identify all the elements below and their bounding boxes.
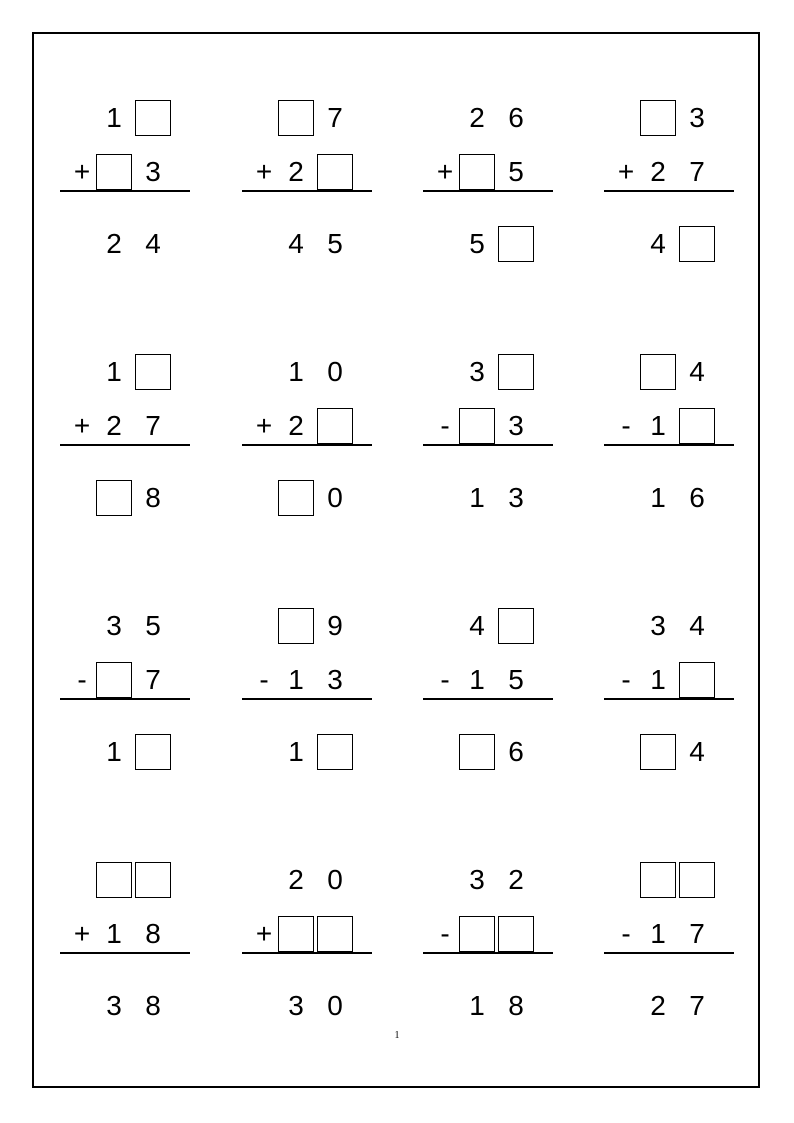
problem-4 xyxy=(604,100,734,270)
operator: - xyxy=(621,918,631,949)
problem-14 xyxy=(242,862,372,1032)
answer-box[interactable] xyxy=(135,862,171,898)
answer-box[interactable] xyxy=(317,734,353,770)
digit: 5 xyxy=(469,228,485,259)
answer-box[interactable] xyxy=(459,734,495,770)
digit: 4 xyxy=(689,736,705,767)
operator: - xyxy=(440,410,450,441)
answer-box[interactable] xyxy=(679,862,715,898)
sum-line xyxy=(423,444,553,446)
digit: 1 xyxy=(106,102,122,133)
operator: - xyxy=(621,410,631,441)
operator: - xyxy=(440,918,450,949)
answer-box[interactable] xyxy=(317,408,353,444)
digit: 4 xyxy=(469,610,485,641)
answer-box[interactable] xyxy=(498,916,534,952)
answer-box[interactable] xyxy=(135,354,171,390)
digit: 1 xyxy=(106,918,122,949)
problem-12 xyxy=(604,608,734,778)
problem-3 xyxy=(423,100,553,270)
operator: + xyxy=(255,410,273,441)
answer-box[interactable] xyxy=(96,154,132,190)
sum-line xyxy=(423,190,553,192)
sum-line xyxy=(242,698,372,700)
digit: 2 xyxy=(288,156,304,187)
sum-line xyxy=(242,190,372,192)
answer-box[interactable] xyxy=(96,862,132,898)
digit: 6 xyxy=(508,736,524,767)
digit: 5 xyxy=(145,610,161,641)
sum-line xyxy=(423,698,553,700)
digit: 2 xyxy=(288,864,304,895)
sum-line xyxy=(242,952,372,954)
answer-box[interactable] xyxy=(459,408,495,444)
answer-box[interactable] xyxy=(640,100,676,136)
digit: 4 xyxy=(650,228,666,259)
answer-box[interactable] xyxy=(679,408,715,444)
sum-line xyxy=(60,190,190,192)
digit: 1 xyxy=(469,482,485,513)
problem-6 xyxy=(242,354,372,524)
digit: 3 xyxy=(327,664,343,695)
sum-line xyxy=(423,952,553,954)
digit: 4 xyxy=(145,228,161,259)
answer-box[interactable] xyxy=(278,608,314,644)
digit: 4 xyxy=(689,356,705,387)
sum-line xyxy=(60,444,190,446)
digit: 7 xyxy=(145,664,161,695)
sum-line xyxy=(604,698,734,700)
answer-box[interactable] xyxy=(96,662,132,698)
operator: - xyxy=(621,664,631,695)
digit: 8 xyxy=(145,990,161,1021)
answer-box[interactable] xyxy=(135,100,171,136)
problem-2 xyxy=(242,100,372,270)
answer-box[interactable] xyxy=(278,100,314,136)
digit: 2 xyxy=(106,228,122,259)
answer-box[interactable] xyxy=(498,608,534,644)
digit: 1 xyxy=(106,736,122,767)
answer-box[interactable] xyxy=(640,862,676,898)
answer-box[interactable] xyxy=(640,354,676,390)
digit: 1 xyxy=(650,918,666,949)
sum-line xyxy=(60,952,190,954)
digit: 3 xyxy=(106,990,122,1021)
digit: 3 xyxy=(689,102,705,133)
digit: 1 xyxy=(650,410,666,441)
digit: 1 xyxy=(650,664,666,695)
answer-box[interactable] xyxy=(679,662,715,698)
digit: 0 xyxy=(327,864,343,895)
sum-line xyxy=(604,190,734,192)
problem-11 xyxy=(423,608,553,778)
problem-1 xyxy=(60,100,190,270)
problem-15 xyxy=(423,862,553,1032)
digit: 8 xyxy=(145,482,161,513)
answer-box[interactable] xyxy=(317,916,353,952)
problem-10 xyxy=(242,608,372,778)
digit: 3 xyxy=(145,156,161,187)
digit: 7 xyxy=(689,990,705,1021)
digit: 3 xyxy=(469,864,485,895)
answer-box[interactable] xyxy=(96,480,132,516)
digit: 8 xyxy=(145,918,161,949)
digit: 2 xyxy=(508,864,524,895)
sum-line xyxy=(60,698,190,700)
operator: - xyxy=(259,664,269,695)
answer-box[interactable] xyxy=(135,734,171,770)
operator: + xyxy=(255,156,273,187)
digit: 5 xyxy=(327,228,343,259)
problem-16 xyxy=(604,862,734,1032)
digit: 1 xyxy=(288,356,304,387)
digit: 3 xyxy=(650,610,666,641)
answer-box[interactable] xyxy=(278,916,314,952)
operator: + xyxy=(255,918,273,949)
digit: 2 xyxy=(469,102,485,133)
digit: 9 xyxy=(327,610,343,641)
digit: 0 xyxy=(327,356,343,387)
digit: 4 xyxy=(689,610,705,641)
answer-box[interactable] xyxy=(498,354,534,390)
digit: 7 xyxy=(145,410,161,441)
digit: 6 xyxy=(508,102,524,133)
sum-line xyxy=(242,444,372,446)
answer-box[interactable] xyxy=(459,916,495,952)
problem-9 xyxy=(60,608,190,778)
digit: 7 xyxy=(689,156,705,187)
digit: 2 xyxy=(650,990,666,1021)
digit: 3 xyxy=(469,356,485,387)
digit: 5 xyxy=(508,156,524,187)
digit: 1 xyxy=(469,664,485,695)
digit: 7 xyxy=(327,102,343,133)
digit: 4 xyxy=(288,228,304,259)
sum-line xyxy=(604,444,734,446)
digit: 2 xyxy=(106,410,122,441)
answer-box[interactable] xyxy=(317,154,353,190)
problem-13 xyxy=(60,862,190,1032)
digit: 3 xyxy=(106,610,122,641)
operator: + xyxy=(73,156,91,187)
digit: 1 xyxy=(106,356,122,387)
problem-7 xyxy=(423,354,553,524)
operator: + xyxy=(617,156,635,187)
digit: 8 xyxy=(508,990,524,1021)
digit: 7 xyxy=(689,918,705,949)
digit: 3 xyxy=(288,990,304,1021)
digit: 3 xyxy=(508,410,524,441)
digit: 3 xyxy=(508,482,524,513)
sum-line xyxy=(604,952,734,954)
answer-box[interactable] xyxy=(640,734,676,770)
operator: - xyxy=(77,664,87,695)
digit: 6 xyxy=(689,482,705,513)
operator: + xyxy=(436,156,454,187)
digit: 0 xyxy=(327,482,343,513)
digit: 0 xyxy=(327,990,343,1021)
digit: 1 xyxy=(650,482,666,513)
digit: 2 xyxy=(288,410,304,441)
digit: 2 xyxy=(650,156,666,187)
digit: 5 xyxy=(508,664,524,695)
answer-box[interactable] xyxy=(278,480,314,516)
answer-box[interactable] xyxy=(498,226,534,262)
page-number: 1 xyxy=(394,1030,400,1041)
operator: + xyxy=(73,918,91,949)
operator: + xyxy=(73,410,91,441)
digit: 1 xyxy=(288,736,304,767)
problem-5 xyxy=(60,354,190,524)
digit: 1 xyxy=(469,990,485,1021)
answer-box[interactable] xyxy=(459,154,495,190)
problem-8 xyxy=(604,354,734,524)
digit: 1 xyxy=(288,664,304,695)
answer-box[interactable] xyxy=(679,226,715,262)
operator: - xyxy=(440,664,450,695)
